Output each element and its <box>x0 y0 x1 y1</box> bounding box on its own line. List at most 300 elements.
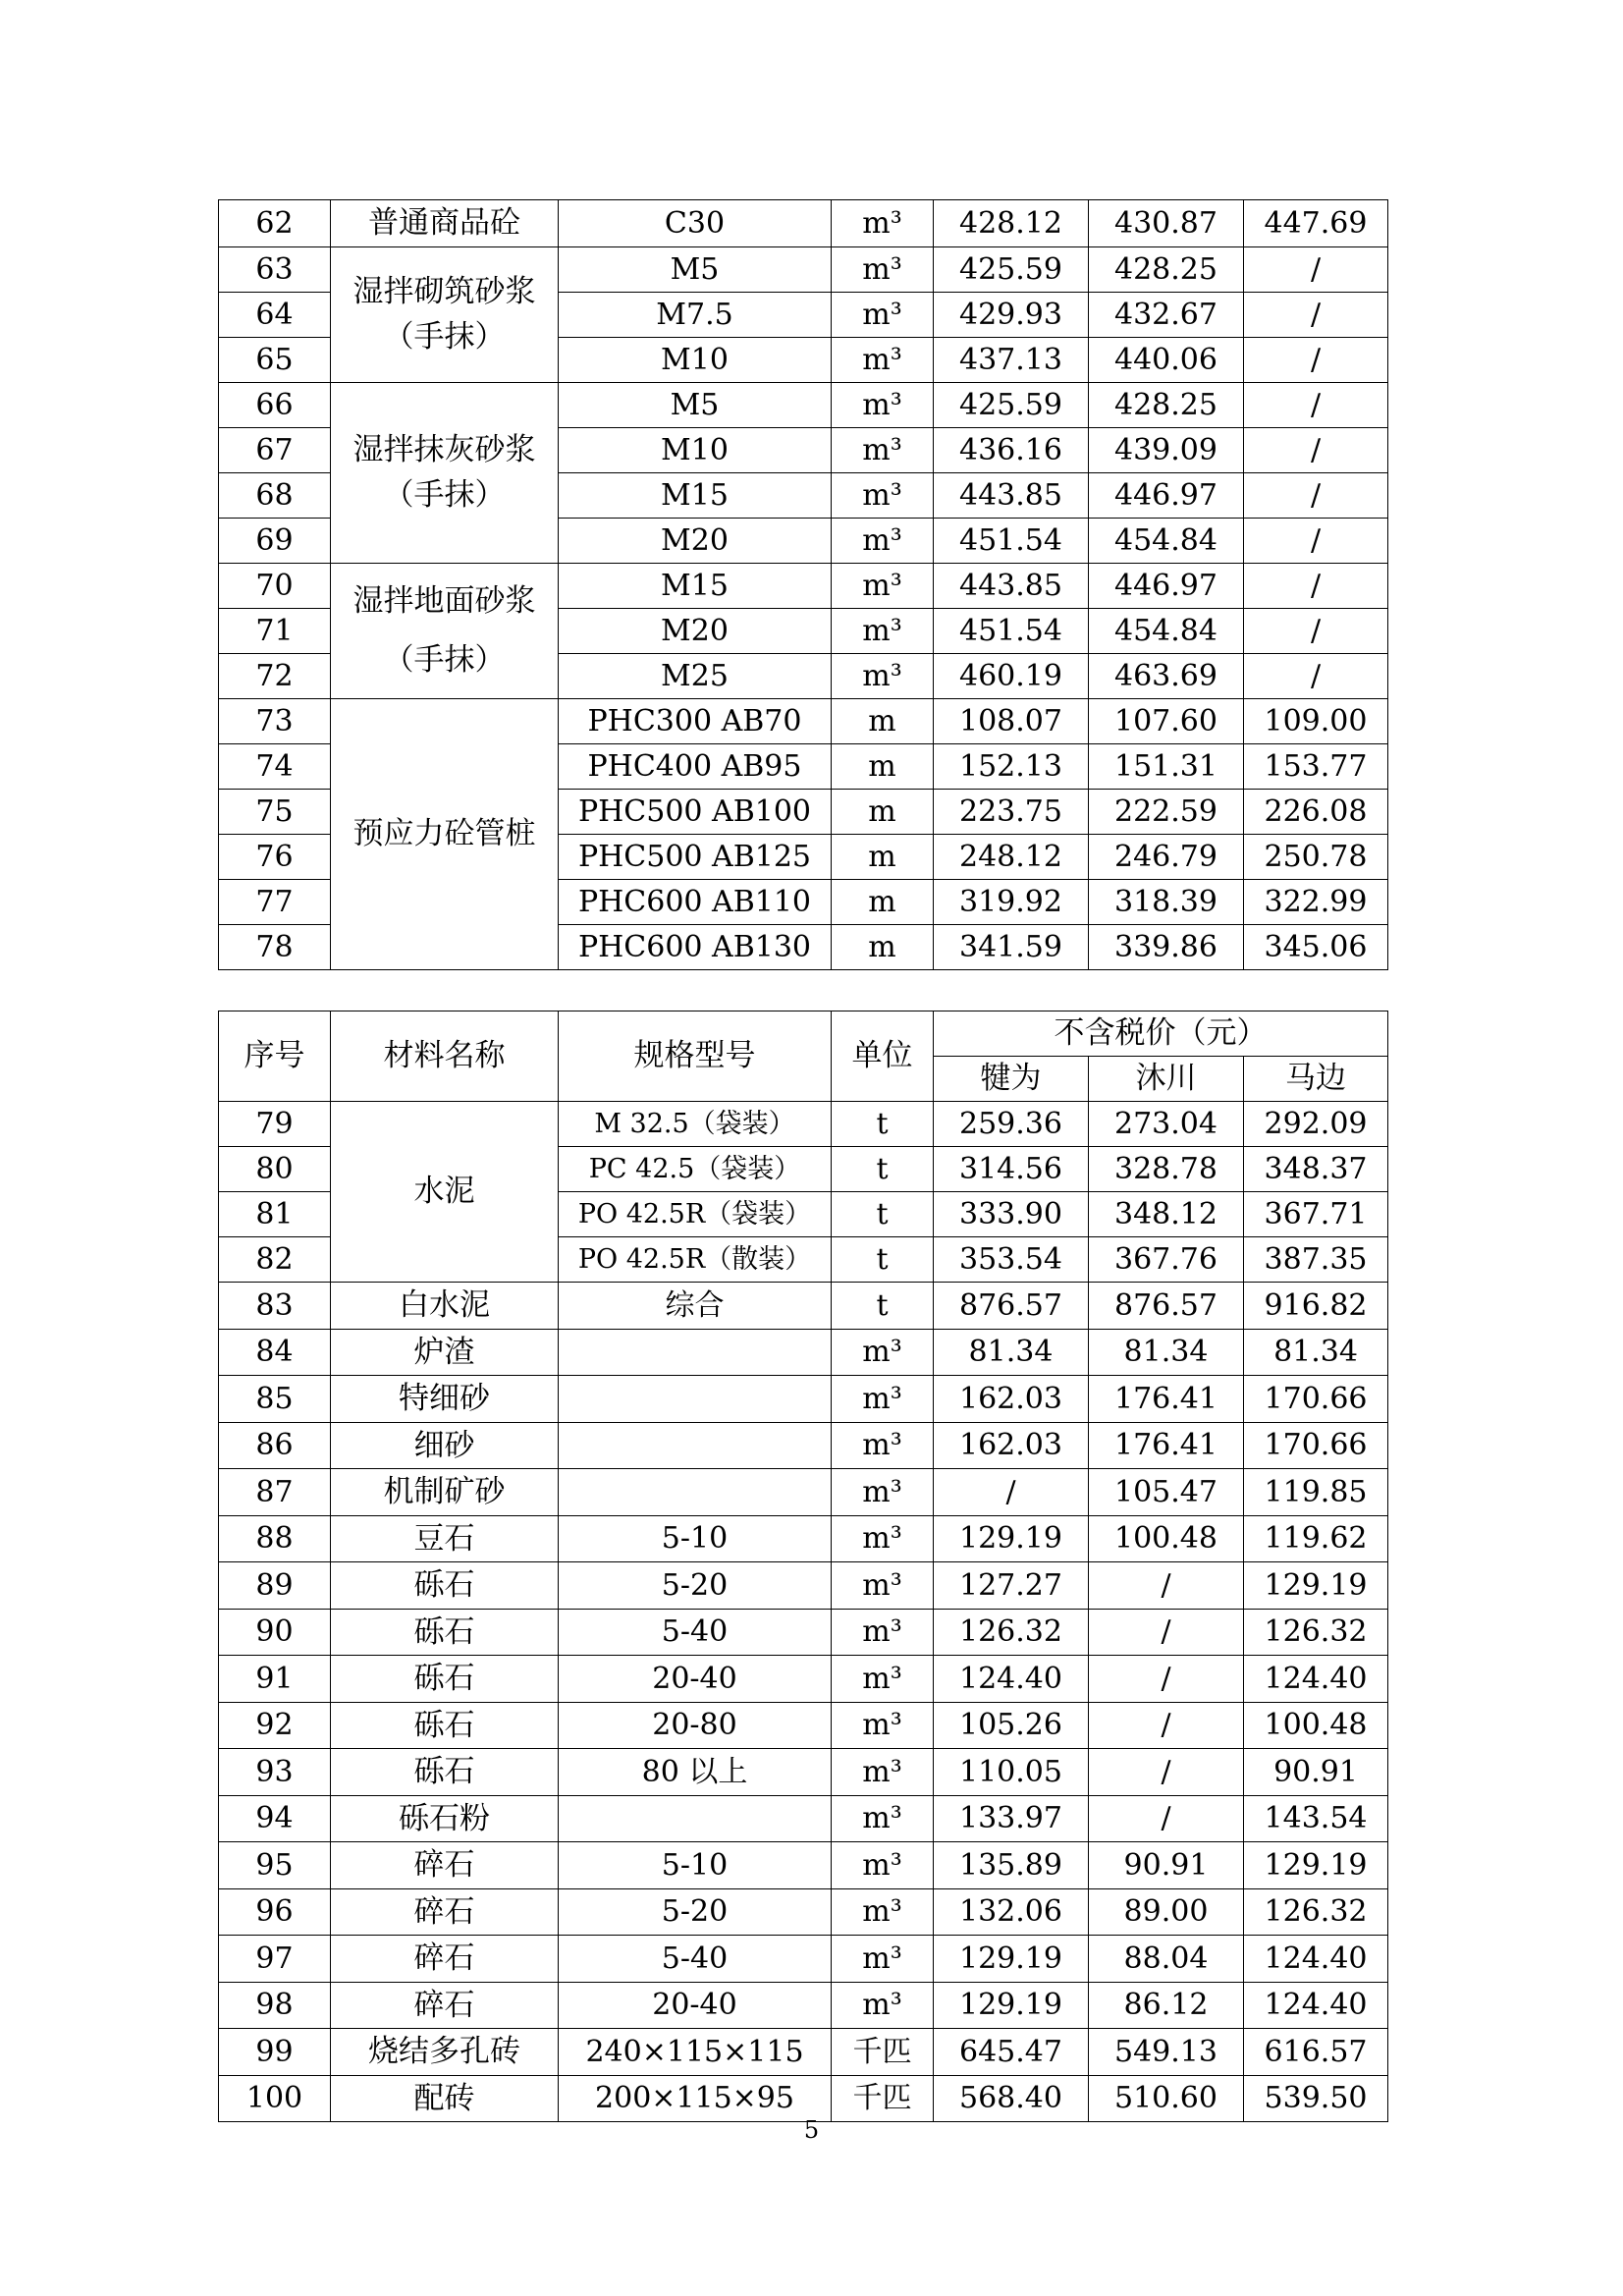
price-cell: 153.77 <box>1244 743 1388 789</box>
unit-cell: m³ <box>832 1376 934 1423</box>
unit-cell: m³ <box>832 1562 934 1610</box>
price-cell: 451.54 <box>934 518 1089 563</box>
price-cell: 367.76 <box>1089 1237 1244 1283</box>
price-cell: 124.40 <box>1244 1656 1388 1703</box>
price-cell: 90.91 <box>1244 1749 1388 1796</box>
spec-cell <box>559 1329 832 1376</box>
price-cell: / <box>1244 292 1388 337</box>
price-cell: 129.19 <box>1244 1562 1388 1610</box>
material-name: 白水泥 <box>331 1283 559 1330</box>
row-number: 76 <box>219 834 331 879</box>
price-cell: 341.59 <box>934 924 1089 969</box>
spec-cell: M 32.5（袋装） <box>559 1102 832 1147</box>
table-body <box>219 1283 1388 2122</box>
spec-cell <box>559 1376 832 1423</box>
row-number: 86 <box>219 1422 331 1469</box>
header-location: 犍为 <box>934 1057 1089 1102</box>
price-cell: 876.57 <box>934 1283 1089 1330</box>
price-cell: 124.40 <box>1244 1936 1388 1983</box>
row-number: 89 <box>219 1562 331 1610</box>
material-name: 配砖 <box>331 2075 559 2122</box>
price-cell: 81.34 <box>1244 1329 1388 1376</box>
row-number: 90 <box>219 1609 331 1656</box>
spec-cell: 240×115×115 <box>559 2029 832 2076</box>
price-cell: 460.19 <box>934 653 1089 698</box>
unit-cell: m³ <box>832 382 934 427</box>
price-cell: 105.47 <box>1089 1469 1244 1516</box>
material-name: 砾石 <box>331 1749 559 1796</box>
price-cell: 425.59 <box>934 246 1089 292</box>
row-number: 79 <box>219 1102 331 1147</box>
unit-cell: m³ <box>832 1515 934 1562</box>
unit-cell: m <box>832 743 934 789</box>
spec-cell: M5 <box>559 382 832 427</box>
spec-cell: PHC600 AB130 <box>559 924 832 969</box>
price-cell: / <box>1089 1702 1244 1749</box>
price-cell: / <box>1244 382 1388 427</box>
row-number: 84 <box>219 1329 331 1376</box>
price-cell: / <box>1089 1749 1244 1796</box>
price-cell: 876.57 <box>1089 1283 1244 1330</box>
price-cell: 436.16 <box>934 427 1089 472</box>
price-cell: 439.09 <box>1089 427 1244 472</box>
spec-cell: 20-40 <box>559 1982 832 2029</box>
spec-cell: PHC400 AB95 <box>559 743 832 789</box>
price-cell: 248.12 <box>934 834 1089 879</box>
spec-cell: PHC500 AB100 <box>559 789 832 834</box>
table-row <box>219 1515 1388 1562</box>
table-row <box>219 1888 1388 1936</box>
table-row <box>219 563 1388 608</box>
spec-cell <box>559 1795 832 1842</box>
spec-cell: C30 <box>559 200 832 247</box>
spec-cell: 20-40 <box>559 1656 832 1703</box>
price-cell: / <box>1089 1562 1244 1610</box>
row-number: 66 <box>219 382 331 427</box>
unit-cell: m³ <box>832 1982 934 2029</box>
unit-cell: t <box>832 1147 934 1192</box>
material-name <box>331 382 559 563</box>
unit-cell: t <box>832 1283 934 1330</box>
row-number: 82 <box>219 1237 331 1283</box>
table-row <box>219 2075 1388 2122</box>
table-row <box>219 1982 1388 2029</box>
price-cell: 129.19 <box>1244 1842 1388 1889</box>
unit-cell: m³ <box>832 1936 934 1983</box>
spec-cell: 5-20 <box>559 1888 832 1936</box>
table-row <box>219 1656 1388 1703</box>
unit-cell: m³ <box>832 472 934 518</box>
spec-cell: 5-20 <box>559 1562 832 1610</box>
row-number: 73 <box>219 698 331 743</box>
row-number: 87 <box>219 1469 331 1516</box>
material-name: 特细砂 <box>331 1376 559 1423</box>
spec-cell: PO 42.5R（散装） <box>559 1237 832 1283</box>
unit-cell: m³ <box>832 653 934 698</box>
spec-cell: M15 <box>559 563 832 608</box>
spec-cell: PC 42.5（袋装） <box>559 1147 832 1192</box>
spec-cell: PHC300 AB70 <box>559 698 832 743</box>
spec-cell: 综合 <box>559 1283 832 1330</box>
spec-cell: 5-40 <box>559 1936 832 1983</box>
header-no: 序号 <box>219 1011 331 1102</box>
row-number: 62 <box>219 200 331 247</box>
row-number: 81 <box>219 1192 331 1237</box>
row-number: 63 <box>219 246 331 292</box>
row-number: 93 <box>219 1749 331 1796</box>
row-number: 91 <box>219 1656 331 1703</box>
unit-cell: m³ <box>832 427 934 472</box>
material-name: 砾石粉 <box>331 1795 559 1842</box>
unit-cell: m³ <box>832 518 934 563</box>
price-cell: 176.41 <box>1089 1422 1244 1469</box>
spec-cell: M20 <box>559 608 832 653</box>
price-cell: 81.34 <box>1089 1329 1244 1376</box>
price-cell: 443.85 <box>934 472 1089 518</box>
price-cell: / <box>1089 1656 1244 1703</box>
price-cell: / <box>1244 518 1388 563</box>
material-name: 碎石 <box>331 1888 559 1936</box>
material-name <box>331 563 559 698</box>
price-cell: / <box>1244 337 1388 382</box>
material-name: 碎石 <box>331 1982 559 2029</box>
price-cell: 143.54 <box>1244 1795 1388 1842</box>
spec-cell: 200×115×95 <box>559 2075 832 2122</box>
material-name-line: （手抹） <box>383 477 506 513</box>
table-header-row <box>219 1011 1388 1057</box>
price-cell: / <box>1089 1795 1244 1842</box>
table-row <box>219 2029 1388 2076</box>
material-name: 砾石 <box>331 1562 559 1610</box>
row-number: 71 <box>219 608 331 653</box>
table-row <box>219 698 1388 743</box>
price-cell: 916.82 <box>1244 1283 1388 1330</box>
material-name: 烧结多孔砖 <box>331 2029 559 2076</box>
price-cell: 454.84 <box>1089 608 1244 653</box>
table-row <box>219 1469 1388 1516</box>
price-cell: 86.12 <box>1089 1982 1244 2029</box>
unit-cell: m³ <box>832 1329 934 1376</box>
price-cell: 124.40 <box>1244 1982 1388 2029</box>
price-cell: 428.25 <box>1089 246 1244 292</box>
price-cell: 539.50 <box>1244 2075 1388 2122</box>
table-row <box>219 382 1388 427</box>
price-cell: / <box>1244 608 1388 653</box>
row-number: 96 <box>219 1888 331 1936</box>
material-name: 细砂 <box>331 1422 559 1469</box>
price-cell: 387.35 <box>1244 1237 1388 1283</box>
row-number: 85 <box>219 1376 331 1423</box>
price-table-continued <box>218 199 1388 970</box>
price-cell: 463.69 <box>1089 653 1244 698</box>
row-number: 72 <box>219 653 331 698</box>
price-cell: 348.12 <box>1089 1192 1244 1237</box>
material-name: 砾石 <box>331 1702 559 1749</box>
price-cell: 446.97 <box>1089 563 1244 608</box>
table-row <box>219 1795 1388 1842</box>
table-row <box>219 1842 1388 1889</box>
row-number: 83 <box>219 1283 331 1330</box>
price-cell: 108.07 <box>934 698 1089 743</box>
price-cell: 107.60 <box>1089 698 1244 743</box>
price-cell: 440.06 <box>1089 337 1244 382</box>
unit-cell: 千匹 <box>832 2075 934 2122</box>
price-cell: / <box>1244 472 1388 518</box>
price-cell: 322.99 <box>1244 879 1388 924</box>
price-cell: 162.03 <box>934 1376 1089 1423</box>
unit-cell: m³ <box>832 1749 934 1796</box>
price-cell: 119.62 <box>1244 1515 1388 1562</box>
spec-cell <box>559 1422 832 1469</box>
material-name: 砾石 <box>331 1609 559 1656</box>
price-cell: 126.32 <box>1244 1888 1388 1936</box>
price-cell: 110.05 <box>934 1749 1089 1796</box>
unit-cell: m <box>832 698 934 743</box>
price-cell: 90.91 <box>1089 1842 1244 1889</box>
price-cell: 109.00 <box>1244 698 1388 743</box>
row-number: 70 <box>219 563 331 608</box>
spec-cell: PHC600 AB110 <box>559 879 832 924</box>
table-row <box>219 1329 1388 1376</box>
price-cell: 88.04 <box>1089 1936 1244 1983</box>
price-cell: 437.13 <box>934 337 1089 382</box>
price-cell: 273.04 <box>1089 1102 1244 1147</box>
table-row <box>219 1376 1388 1423</box>
price-cell: 314.56 <box>934 1147 1089 1192</box>
table-row <box>219 1702 1388 1749</box>
table-row <box>219 1102 1388 1147</box>
price-cell: 124.40 <box>934 1656 1089 1703</box>
spec-cell: M10 <box>559 337 832 382</box>
table-row <box>219 1283 1388 1330</box>
price-table <box>218 1011 1388 2122</box>
price-cell: 226.08 <box>1244 789 1388 834</box>
table-row <box>219 1422 1388 1469</box>
price-cell: 119.85 <box>1244 1469 1388 1516</box>
material-name: 普通商品砼 <box>331 200 559 247</box>
header-name: 材料名称 <box>331 1011 559 1102</box>
price-cell: 246.79 <box>1089 834 1244 879</box>
price-cell: 345.06 <box>1244 924 1388 969</box>
price-cell: 250.78 <box>1244 834 1388 879</box>
row-number: 88 <box>219 1515 331 1562</box>
price-cell: 170.66 <box>1244 1376 1388 1423</box>
price-cell: 132.06 <box>934 1888 1089 1936</box>
price-cell: 432.67 <box>1089 292 1244 337</box>
spec-cell: M20 <box>559 518 832 563</box>
row-number: 67 <box>219 427 331 472</box>
table-row <box>219 1749 1388 1796</box>
price-cell: 616.57 <box>1244 2029 1388 2076</box>
unit-cell: m <box>832 879 934 924</box>
price-cell: 319.92 <box>934 879 1089 924</box>
price-cell: 348.37 <box>1244 1147 1388 1192</box>
row-number: 94 <box>219 1795 331 1842</box>
row-number: 95 <box>219 1842 331 1889</box>
material-name: 碎石 <box>331 1842 559 1889</box>
material-name: 机制矿砂 <box>331 1469 559 1516</box>
spec-cell: PO 42.5R（袋装） <box>559 1192 832 1237</box>
price-cell: 429.93 <box>934 292 1089 337</box>
row-number: 97 <box>219 1936 331 1983</box>
price-cell: 126.32 <box>1244 1609 1388 1656</box>
price-cell: 428.25 <box>1089 382 1244 427</box>
unit-cell: m³ <box>832 1422 934 1469</box>
price-cell: 451.54 <box>934 608 1089 653</box>
material-name-line: （手抹） <box>383 642 506 678</box>
header-location: 沐川 <box>1089 1057 1244 1102</box>
spec-cell: M5 <box>559 246 832 292</box>
spec-cell: M10 <box>559 427 832 472</box>
price-cell: 129.19 <box>934 1936 1089 1983</box>
row-number: 92 <box>219 1702 331 1749</box>
row-number: 75 <box>219 789 331 834</box>
price-cell: 126.32 <box>934 1609 1089 1656</box>
table-row <box>219 1562 1388 1610</box>
price-cell: 367.71 <box>1244 1192 1388 1237</box>
table-row <box>219 200 1388 247</box>
header-location: 马边 <box>1244 1057 1388 1102</box>
row-number: 69 <box>219 518 331 563</box>
row-number: 100 <box>219 2075 331 2122</box>
unit-cell: m <box>832 924 934 969</box>
spec-cell <box>559 1469 832 1516</box>
table-row <box>219 1609 1388 1656</box>
unit-cell: m³ <box>832 1795 934 1842</box>
header-price-group: 不含税价（元） <box>934 1011 1388 1057</box>
price-cell: 328.78 <box>1089 1147 1244 1192</box>
price-cell: / <box>1244 563 1388 608</box>
price-cell: 81.34 <box>934 1329 1089 1376</box>
spec-cell: 80 以上 <box>559 1749 832 1796</box>
price-cell: 318.39 <box>1089 879 1244 924</box>
unit-cell: t <box>832 1237 934 1283</box>
price-cell: 100.48 <box>1089 1515 1244 1562</box>
header-unit: 单位 <box>832 1011 934 1102</box>
unit-cell: m³ <box>832 1656 934 1703</box>
price-cell: 127.27 <box>934 1562 1089 1610</box>
spec-cell: 20-80 <box>559 1702 832 1749</box>
unit-cell: m³ <box>832 1842 934 1889</box>
price-cell: 549.13 <box>1089 2029 1244 2076</box>
material-name: 炉渣 <box>331 1329 559 1376</box>
price-cell: 222.59 <box>1089 789 1244 834</box>
price-cell: 129.19 <box>934 1515 1089 1562</box>
unit-cell: m³ <box>832 1609 934 1656</box>
unit-cell: m³ <box>832 1469 934 1516</box>
material-name-line: 湿拌地面砂浆 <box>352 582 536 619</box>
price-cell: 430.87 <box>1089 200 1244 247</box>
price-cell: 176.41 <box>1089 1376 1244 1423</box>
material-name-line: 湿拌砌筑砂浆 <box>352 273 536 309</box>
price-cell: 443.85 <box>934 563 1089 608</box>
price-cell: 152.13 <box>934 743 1089 789</box>
price-cell: 223.75 <box>934 789 1089 834</box>
material-name: 豆石 <box>331 1515 559 1562</box>
unit-cell: m³ <box>832 337 934 382</box>
price-cell: 645.47 <box>934 2029 1089 2076</box>
material-name-line: （手抹） <box>383 319 506 355</box>
price-cell: 510.60 <box>1089 2075 1244 2122</box>
price-cell: 170.66 <box>1244 1422 1388 1469</box>
spec-cell: M25 <box>559 653 832 698</box>
price-cell: 259.36 <box>934 1102 1089 1147</box>
price-cell: 446.97 <box>1089 472 1244 518</box>
price-cell: 105.26 <box>934 1702 1089 1749</box>
unit-cell: m <box>832 789 934 834</box>
unit-cell: t <box>832 1192 934 1237</box>
price-cell: 447.69 <box>1244 200 1388 247</box>
price-cell: / <box>1089 1609 1244 1656</box>
row-number: 78 <box>219 924 331 969</box>
material-name: 碎石 <box>331 1936 559 1983</box>
unit-cell: m³ <box>832 563 934 608</box>
unit-cell: m³ <box>832 1702 934 1749</box>
header-spec: 规格型号 <box>559 1011 832 1102</box>
price-cell: 100.48 <box>1244 1702 1388 1749</box>
price-cell: / <box>1244 653 1388 698</box>
price-cell: 292.09 <box>1244 1102 1388 1147</box>
price-cell: 333.90 <box>934 1192 1089 1237</box>
price-cell: 129.19 <box>934 1982 1089 2029</box>
price-cell: 353.54 <box>934 1237 1089 1283</box>
spec-cell: M15 <box>559 472 832 518</box>
price-cell: / <box>1244 246 1388 292</box>
price-cell: / <box>1244 427 1388 472</box>
price-cell: 454.84 <box>1089 518 1244 563</box>
row-number: 65 <box>219 337 331 382</box>
row-number: 98 <box>219 1982 331 2029</box>
material-name-line: 湿拌抹灰砂浆 <box>352 431 536 467</box>
row-number: 68 <box>219 472 331 518</box>
price-cell: 162.03 <box>934 1422 1089 1469</box>
price-cell: 425.59 <box>934 382 1089 427</box>
spec-cell: PHC500 AB125 <box>559 834 832 879</box>
unit-cell: m³ <box>832 246 934 292</box>
spec-cell: 5-10 <box>559 1842 832 1889</box>
price-cell: 89.00 <box>1089 1888 1244 1936</box>
spec-cell: 5-40 <box>559 1609 832 1656</box>
material-name: 水泥 <box>331 1102 559 1283</box>
unit-cell: m³ <box>832 200 934 247</box>
table-row <box>219 1936 1388 1983</box>
row-number: 74 <box>219 743 331 789</box>
price-cell: 339.86 <box>1089 924 1244 969</box>
price-cell: 428.12 <box>934 200 1089 247</box>
page-number: 5 <box>803 2116 820 2144</box>
price-cell: 133.97 <box>934 1795 1089 1842</box>
spec-cell: M7.5 <box>559 292 832 337</box>
material-name <box>331 246 559 382</box>
unit-cell: m³ <box>832 1888 934 1936</box>
unit-cell: m <box>832 834 934 879</box>
spec-cell: 5-10 <box>559 1515 832 1562</box>
unit-cell: 千匹 <box>832 2029 934 2076</box>
row-number: 64 <box>219 292 331 337</box>
unit-cell: m³ <box>832 292 934 337</box>
row-number: 80 <box>219 1147 331 1192</box>
price-cell: 151.31 <box>1089 743 1244 789</box>
unit-cell: m³ <box>832 608 934 653</box>
price-cell: / <box>934 1469 1089 1516</box>
material-name: 砾石 <box>331 1656 559 1703</box>
price-cell: 568.40 <box>934 2075 1089 2122</box>
row-number: 77 <box>219 879 331 924</box>
unit-cell: t <box>832 1102 934 1147</box>
table-row <box>219 246 1388 292</box>
price-cell: 135.89 <box>934 1842 1089 1889</box>
row-number: 99 <box>219 2029 331 2076</box>
